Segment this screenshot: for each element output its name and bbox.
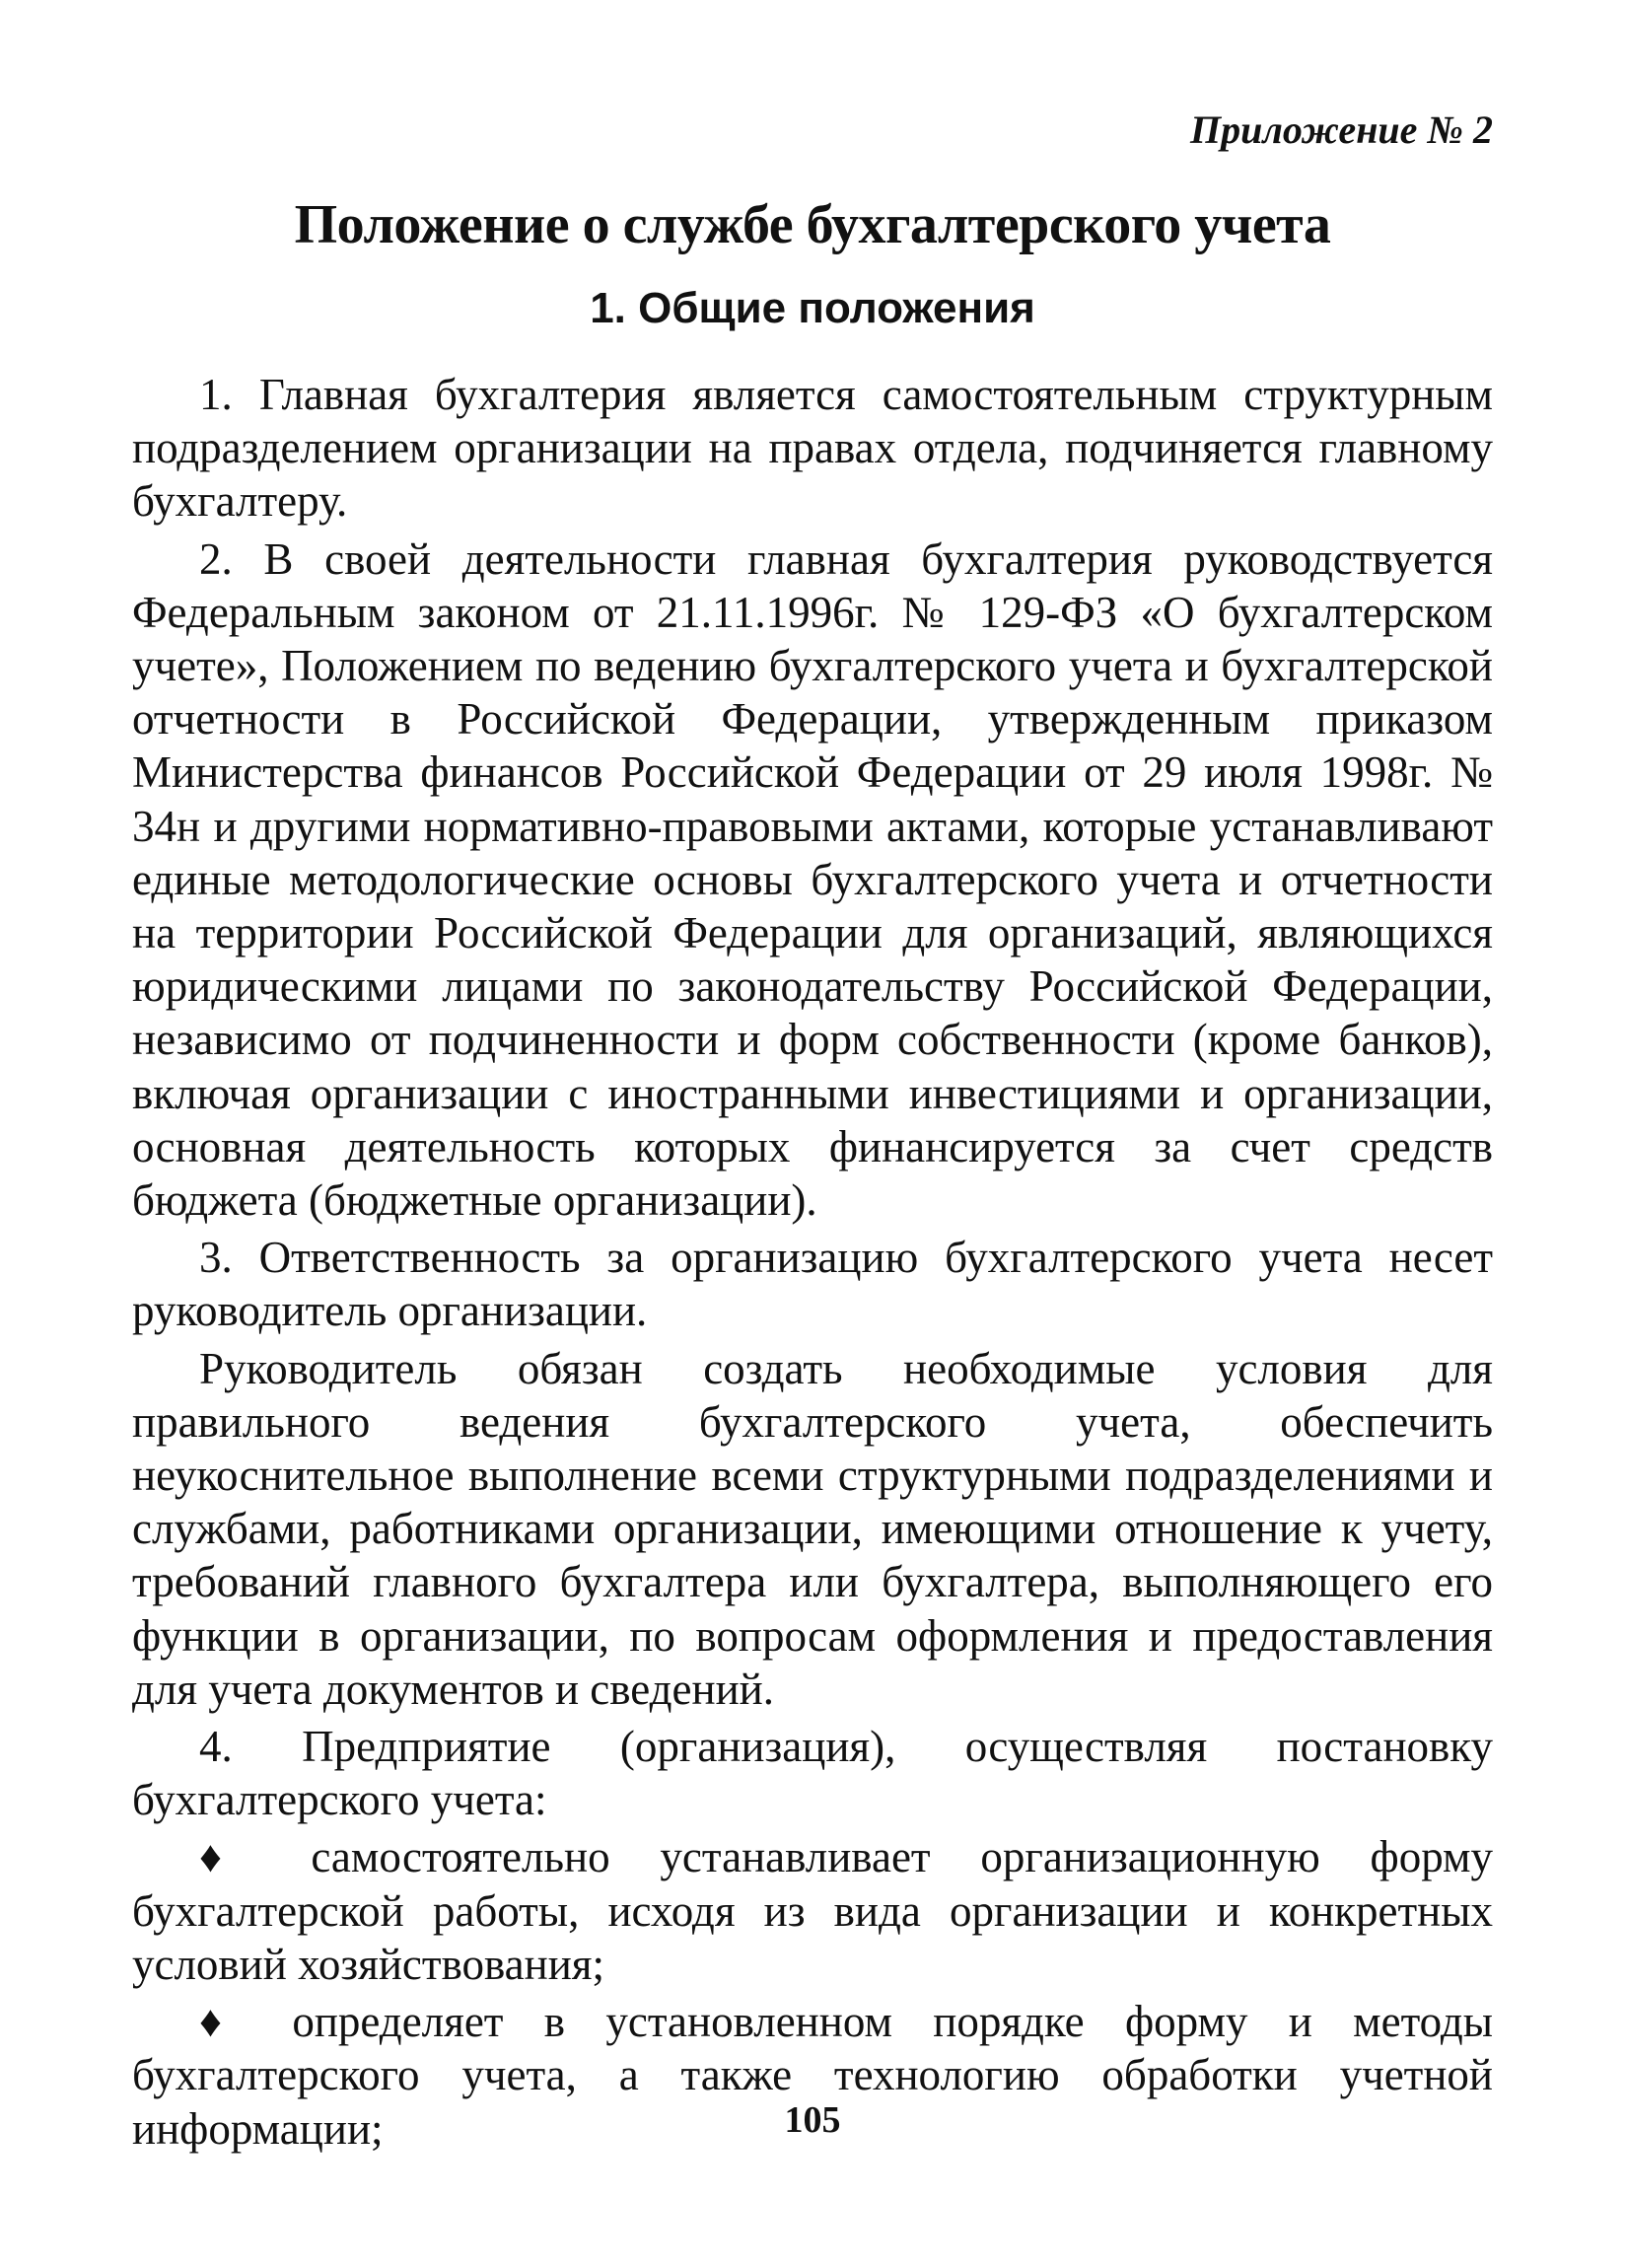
bullet-item: ♦ определяет в установленном порядке форму и методы бухгалтерского учета, а также технологию обработки учетной информации; — [132, 1997, 1493, 2154]
paragraph-2: 2. В своей деятельности главная бухгалтерия руководствуется Федеральным законом от 21.11.1996г. № 129-ФЗ «О бухгалтерском учете», Положением по ведению бухгалтерского учета и бухгалтерской отчетности в Российской Федерации, утвержденным приказом Министерства финансов Российской Федерации от 29 июля 1998г. № 34н и другими нормативно-правовыми актами, которые устанавливают единые методологические основы бухгалтерского учета и отчетности на территории Российской Федерации для организаций, являющихся юридическими лицами по законодательству Российской Федерации, независимо от подчиненности и форм собственности (кроме банков), включая организации с иностранными инвестициями и организации, основная деятельность которых финансируется за счет средств бюджета (бюджетные организации). — [132, 533, 1493, 1226]
appendix-label: Приложение № 2 — [1189, 107, 1493, 152]
page-number: 105 — [784, 2099, 841, 2141]
paragraph-manager-duties: Руководитель обязан создать необходимые условия для правильного ведения бухгалтерского учета, обеспечить неукоснительное выполнение всеми структурными подразделениями и службами, работниками организации, имеющими отношение к учету, требований главного бухгалтера или бухгалтера, выполняющего его функции в организации, по вопросам оформления и предоставления для учета документов и сведений. — [132, 1343, 1493, 1714]
paragraph-1: 1. Главная бухгалтерия является самостоятельным структурным подразделением организации на правах отдела, подчиняется главному бухгалтеру. — [132, 370, 1493, 527]
section-heading: 1. Общие положения — [590, 284, 1035, 332]
bullet-item: ♦ самостоятельно устанавливает организационную форму бухгалтерской работы, исходя из вида организации и конкретных условий хозяйствования; — [132, 1832, 1493, 1989]
paragraph-4: 4. Предприятие (организация), осуществляя постановку бухгалтерского учета: — [132, 1722, 1493, 1825]
document-page — [132, 0, 1493, 2268]
document-body — [132, 368, 1493, 2160]
paragraph-3: 3. Ответственность за организацию бухгалтерского учета несет руководитель организации. — [132, 1233, 1493, 1336]
document-title: Положение о службе бухгалтерского учета — [294, 194, 1331, 255]
